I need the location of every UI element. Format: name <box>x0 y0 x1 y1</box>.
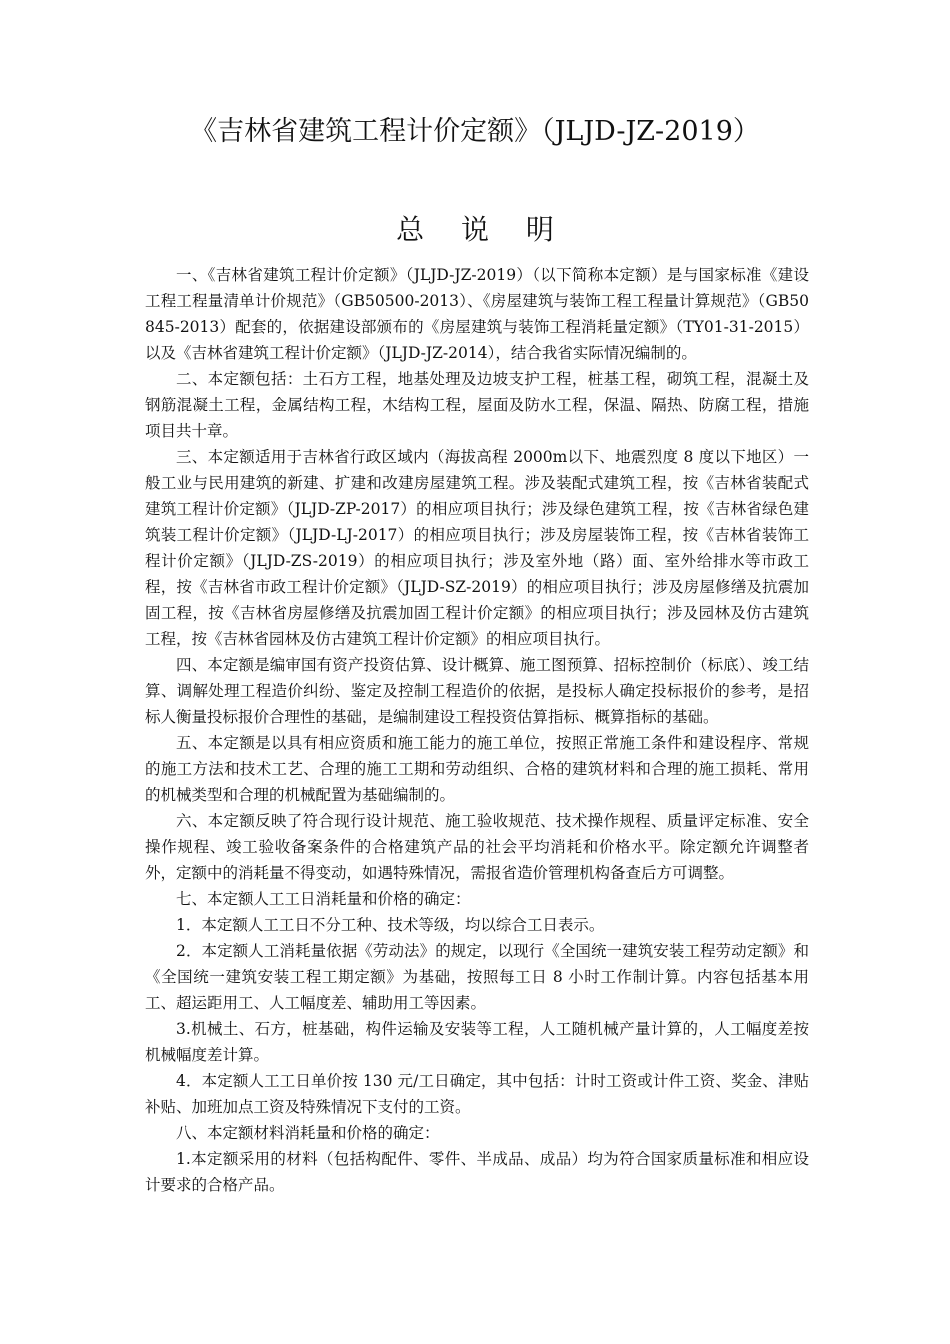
paragraph-12: 八、本定额材料消耗量和价格的确定： <box>176 1124 440 1142</box>
body-text <box>145 262 809 1198</box>
paragraph-9: 2．本定额人工消耗量依据《劳动法》的规定，以现行《全国统一建筑安装工程劳动定额》和《全国统一建筑安装工程工期定额》为基础，按照每工日 8 小时工作制计算。内容包括基本用工、超运距用工、人工幅度差、辅助用工等因素。 <box>145 942 809 1012</box>
paragraph-6: 六、本定额反映了符合现行设计规范、施工验收规范、技术操作规程、质量评定标准、安全操作规程、竣工验收备案条件的合格建筑产品的社会平均消耗和价格水平。除定额允许调整者外，定额中的消耗量不得变动，如遇特殊情况，需报省造价管理机构备查后方可调整。 <box>145 812 809 882</box>
paragraph-10: 3.机械土、石方，桩基础，构件运输及安装等工程，人工随机械产量计算的，人工幅度差按机械幅度差计算。 <box>145 1020 809 1064</box>
paragraph-8: 1．本定额人工工日不分工种、技术等级，均以综合工日表示。 <box>176 916 605 934</box>
paragraph-3: 三、本定额适用于吉林省行政区域内（海拔高程 2000m以下、地震烈度 8 度以下地区）一般工业与民用建筑的新建、扩建和改建房屋建筑工程。涉及装配式建筑工程，按《吉林省装配式建筑工程计价定额》（JLJD-ZP-2017）的相应项目执行；涉及绿色建筑工程，按《吉林省绿色建筑装工程计价定额》（JLJD-LJ-2017）的相应项目执行；涉及房屋装饰工程，按《吉林省装饰工程计价定额》（JLJD-ZS-2019）的相应项目执行；涉及室外地（路）面、室外给排水等市政工程，按《吉林省市政工程计价定额》（JLJD-SZ-2019）的相应项目执行；涉及房屋修缮及抗震加固工程，按《吉林省房屋修缮及抗震加固工程计价定额》的相应项目执行；涉及园林及仿古建筑工程，按《吉林省园林及仿古建筑工程计价定额》的相应项目执行。 <box>145 448 809 648</box>
paragraph-5: 五、本定额是以具有相应资质和施工能力的施工单位，按照正常施工条件和建设程序、常规的施工方法和技术工艺、合理的施工工期和劳动组织、合格的建筑材料和合理的施工损耗、常用的机械类型和合理的机械配置为基础编制的。 <box>145 734 809 804</box>
section-heading: 总 说 明 <box>396 213 568 246</box>
paragraph-13: 1.本定额采用的材料（包括构配件、零件、半成品、成品）均为符合国家质量标准和相应设计要求的合格产品。 <box>145 1150 809 1194</box>
document-title: 《吉林省建筑工程计价定额》（JLJD-JZ-2019） <box>190 116 760 147</box>
paragraph-2: 二、本定额包括：土石方工程，地基处理及边坡支护工程，桩基工程，砌筑工程，混凝土及钢筋混凝土工程，金属结构工程，木结构工程，屋面及防水工程，保温、隔热、防腐工程，措施项目共十章。 <box>145 370 809 440</box>
paragraph-7: 七、本定额人工工日消耗量和价格的确定： <box>176 890 471 908</box>
paragraph-11: 4．本定额人工工日单价按 130 元/工日确定，其中包括：计时工资或计件工资、奖金、津贴补贴、加班加点工资及特殊情况下支付的工资。 <box>145 1072 809 1116</box>
paragraph-1: 一、《吉林省建筑工程计价定额》（JLJD-JZ-2019）（以下简称本定额）是与国家标准《建设工程工程量清单计价规范》（GB50500-2013）、《房屋建筑与装饰工程工程量计算规范》（GB50845-2013）配套的，依据建设部颁布的《房屋建筑与装饰工程消耗量定额》（TY01-31-2015）以及《吉林省建筑工程计价定额》（JLJD-JZ-2014），结合我省实际情况编制的。 <box>145 266 809 362</box>
paragraph-4: 四、本定额是编审国有资产投资估算、设计概算、施工图预算、招标控制价（标底）、竣工结算、调解处理工程造价纠纷、鉴定及控制工程造价的依据，是投标人确定投标报价的参考，是招标人衡量投标报价合理性的基础，是编制建设工程投资估算指标、概算指标的基础。 <box>145 656 809 726</box>
